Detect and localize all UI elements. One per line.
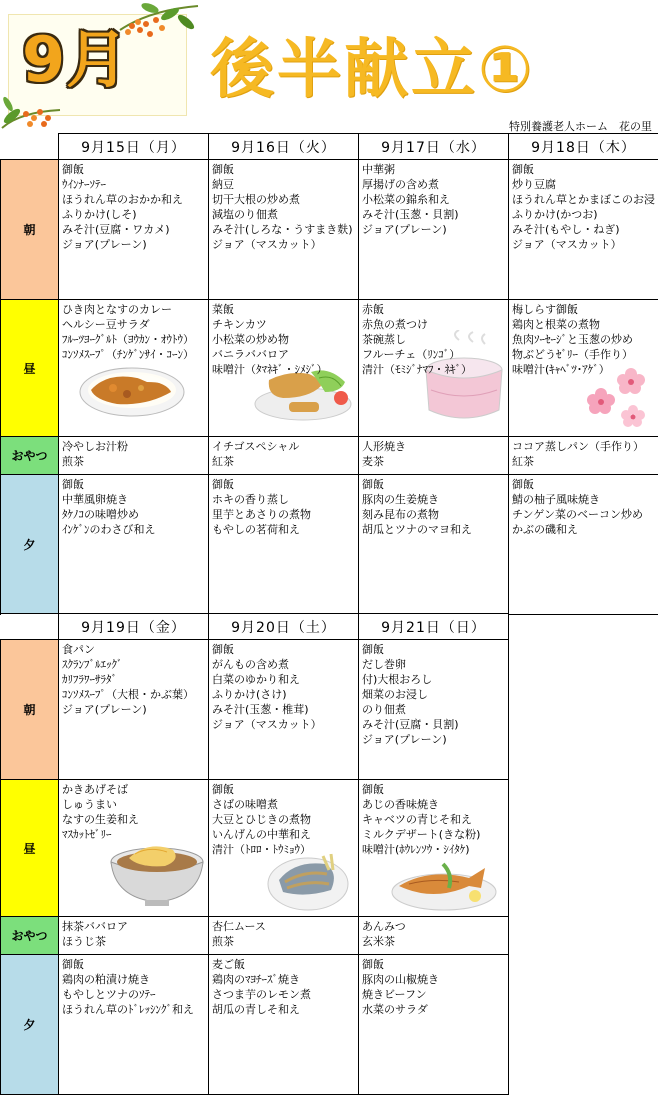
menu-item: のり佃煮 [362, 702, 505, 717]
menu-item: ジョア(プレーン) [62, 702, 205, 717]
menu-item: 小松菜の炒め物 [212, 332, 355, 347]
menu-item: 白菜のゆかり和え [212, 672, 355, 687]
menu-item: 魚肉ｿｰｾｰｼﾞと玉葱の炒め [512, 332, 655, 347]
menu-item: もやしの茗荷和え [212, 522, 355, 537]
grilled-fish-illustration [389, 856, 499, 912]
menu-cell [209, 917, 359, 955]
menu-item: フルーチェ（ﾘﾝｺﾞ） [362, 347, 505, 362]
menu-item: 中華風卵焼き [62, 492, 205, 507]
menu-item: かきあげそば [62, 782, 205, 797]
menu-item: ｳｲﾝﾅｰｿﾃｰ [62, 177, 205, 192]
menu-item: ヘルシー豆サラダ [62, 317, 205, 332]
menu-item: 豚肉の山椒焼き [362, 972, 505, 987]
menu-item: 冷やしお汁粉 [62, 439, 205, 454]
day-header: 9月16日（火） [209, 134, 359, 160]
meal-label-lunch: 昼 [1, 780, 59, 917]
menu-item: ほうれん草のﾄﾞﾚｯｼﾝｸﾞ和え [62, 1002, 205, 1017]
menu-item: ジョア(プレーン) [362, 222, 505, 237]
menu-item: 厚揚げの含め煮 [362, 177, 505, 192]
menu-cell [359, 160, 509, 300]
menu-table-week1 [0, 133, 658, 615]
menu-item: 味噌汁(ｷｬﾍﾞﾂ･ｱｹﾞ） [512, 362, 655, 377]
menu-cell [59, 955, 209, 1095]
meal-label-dinner: 夕 [1, 475, 59, 615]
menu-item: 豚肉の生姜焼き [362, 492, 505, 507]
menu-item: いんげんの中華和え [212, 827, 355, 842]
meal-label-snack: おやつ [1, 917, 59, 955]
menu-item: ジョア(プレーン) [62, 237, 205, 252]
menu-item: 味噌汁（ﾀﾏﾈｷﾞ・ｼﾒｼﾞ） [212, 362, 355, 377]
menu-item: 減塩のり佃煮 [212, 207, 355, 222]
menu-item: みそ汁(玉葱・貝割) [362, 207, 505, 222]
menu-cell [359, 917, 509, 955]
menu-table-week2 [0, 613, 509, 1095]
page-title: 後半献立① [210, 30, 535, 110]
menu-item: ココア蒸しパン（手作り） [512, 439, 655, 454]
menu-item: 御飯 [512, 162, 655, 177]
day-header: 9月17日（水） [359, 134, 509, 160]
menu-item: 御飯 [212, 162, 355, 177]
menu-item: ホキの香り蒸し [212, 492, 355, 507]
menu-item: ジョア(プレーン) [362, 732, 505, 747]
menu-item: ｺﾝｿﾒｽｰﾌﾟ（ﾁﾝｹﾞﾝｻｲ・ｺｰﾝ） [62, 347, 205, 362]
facility-name: 特別養護老人ホーム 花の里 [509, 118, 652, 134]
menu-item: あんみつ [362, 919, 505, 934]
menu-cell [509, 437, 658, 475]
menu-cell [359, 300, 509, 437]
menu-item: がんもの含め煮 [212, 657, 355, 672]
menu-item: みそ汁(しろな・うすまき麩) [212, 222, 355, 237]
menu-cell [59, 300, 209, 437]
menu-item: 御飯 [212, 477, 355, 492]
corner-cell [1, 614, 59, 640]
menu-item: チンゲン菜のベーコン炒め [512, 507, 655, 522]
menu-item: チキンカツ [212, 317, 355, 332]
menu-item: イチゴスペシャル [212, 439, 355, 454]
menu-item: 麦ご飯 [212, 957, 355, 972]
menu-item: 鶏肉のﾏﾖﾁｰｽﾞ焼き [212, 972, 355, 987]
menu-item: 御飯 [512, 477, 655, 492]
menu-item: 人形焼き [362, 439, 505, 454]
menu-item: かぶの磯和え [512, 522, 655, 537]
menu-cell [209, 640, 359, 780]
menu-item: みそ汁(豆腐・貝割) [362, 717, 505, 732]
menu-cell [59, 917, 209, 955]
menu-cell [509, 160, 658, 300]
menu-item: キャベツの青じそ和え [362, 812, 505, 827]
menu-item: ﾏｽｶｯﾄｾﾞﾘｰ [62, 827, 205, 842]
menu-cell [359, 780, 509, 917]
menu-cell [509, 475, 658, 615]
menu-item: 胡瓜とツナのマヨ和え [362, 522, 505, 537]
soba-bowl-illustration [109, 832, 205, 912]
menu-item: 煎茶 [212, 934, 355, 949]
menu-item: ﾌﾙｰﾂﾖｰｸﾞﾙﾄ（ﾖｳｶﾝ・ｵｳﾄｳ） [62, 332, 205, 347]
menu-item: 赤魚の煮つけ [362, 317, 505, 332]
menu-item: 御飯 [362, 477, 505, 492]
menu-item: みそ汁(豆腐・ワカメ) [62, 222, 205, 237]
menu-item: さつま芋のレモン煮 [212, 987, 355, 1002]
menu-item: みそ汁(玉葱・椎茸) [212, 702, 355, 717]
menu-item: ほうれん草のおかか和え [62, 192, 205, 207]
menu-item: 御飯 [362, 782, 505, 797]
month-heading: 9月 [22, 22, 129, 98]
menu-item: なすの生姜和え [62, 812, 205, 827]
menu-item: ほうれん草とかまぼこのお浸 [512, 192, 655, 207]
menu-item: 菜飯 [212, 302, 355, 317]
menu-item: ｲﾝｹﾞﾝのわさび和え [62, 522, 205, 537]
menu-item: 煎茶 [62, 454, 205, 469]
menu-item: 玄米茶 [362, 934, 505, 949]
menu-item: しゅうまい [62, 797, 205, 812]
menu-item: 鯖の柚子風味焼き [512, 492, 655, 507]
menu-item: さばの味噌煮 [212, 797, 355, 812]
menu-item: 御飯 [62, 957, 205, 972]
menu-item: 清汁（ﾄﾛﾛ・ﾄｳﾐｮｳ） [212, 842, 355, 857]
menu-item: 御飯 [212, 782, 355, 797]
menu-item: 赤飯 [362, 302, 505, 317]
menu-cell [509, 300, 658, 437]
menu-item: ｶﾘﾌﾗﾜｰｻﾗﾀﾞ [62, 672, 205, 687]
menu-item: 付)大根おろし [362, 672, 505, 687]
menu-item: 刻み昆布の煮物 [362, 507, 505, 522]
menu-item: 梅しらす御飯 [512, 302, 655, 317]
day-header: 9月21日（日） [359, 614, 509, 640]
menu-item: 納豆 [212, 177, 355, 192]
menu-item: 物ぶどうｾﾞﾘｰ（手作り） [512, 347, 655, 362]
menu-item: 麦茶 [362, 454, 505, 469]
menu-item: ジョア（マスカット） [212, 717, 355, 732]
menu-item: 味噌汁(ﾎｳﾚﾝｿｳ・ｼｲﾀｹ) [362, 842, 505, 857]
menu-item: ジョア（マスカット） [512, 237, 655, 252]
menu-item: みそ汁(もやし・ねぎ) [512, 222, 655, 237]
menu-cell [209, 437, 359, 475]
menu-item: ミルクデザート(きな粉) [362, 827, 505, 842]
menu-item: 畑菜のお浸し [362, 687, 505, 702]
day-header: 9月15日（月） [59, 134, 209, 160]
menu-item: 鶏肉と根菜の煮物 [512, 317, 655, 332]
day-header: 9月18日（木） [509, 134, 658, 160]
menu-item: 鶏肉の粕漬け焼き [62, 972, 205, 987]
menu-cell [359, 437, 509, 475]
menu-item: 中華粥 [362, 162, 505, 177]
menu-item: ひき肉となすのカレー [62, 302, 205, 317]
menu-cell [209, 955, 359, 1095]
ume-flowers-illustration [583, 368, 653, 432]
menu-item: 食パン [62, 642, 205, 657]
day-header: 9月19日（金） [59, 614, 209, 640]
menu-item: 御飯 [212, 642, 355, 657]
menu-item: あじの香味焼き [362, 797, 505, 812]
menu-item: だし巻卵 [362, 657, 505, 672]
menu-item: ｺﾝｿﾒｽｰﾌﾟ（大根・かぶ葉） [62, 687, 205, 702]
meal-label-breakfast: 朝 [1, 160, 59, 300]
menu-cell [209, 160, 359, 300]
menu-item: バニラババロア [212, 347, 355, 362]
menu-item: 御飯 [362, 642, 505, 657]
corner-cell [1, 134, 59, 160]
menu-item: 小松菜の錦糸和え [362, 192, 505, 207]
menu-item: 胡瓜の青しそ和え [212, 1002, 355, 1017]
menu-cell [59, 780, 209, 917]
menu-cell [59, 160, 209, 300]
menu-cell [59, 437, 209, 475]
menu-item: 焼きビーフン [362, 987, 505, 1002]
menu-item: 茶碗蒸し [362, 332, 505, 347]
menu-item: 水菜のサラダ [362, 1002, 505, 1017]
menu-item: 紅茶 [512, 454, 655, 469]
menu-item: 抹茶ババロア [62, 919, 205, 934]
menu-item: 御飯 [62, 162, 205, 177]
menu-item: ジョア（マスカット） [212, 237, 355, 252]
menu-cell [209, 780, 359, 917]
menu-cell [359, 640, 509, 780]
menu-cell [359, 475, 509, 615]
menu-item: ほうじ茶 [62, 934, 205, 949]
menu-item: ｽｸﾗﾝﾌﾞﾙｴｯｸﾞ [62, 657, 205, 672]
day-header: 9月20日（土） [209, 614, 359, 640]
menu-item: ふりかけ(かつお) [512, 207, 655, 222]
menu-cell [359, 955, 509, 1095]
menu-item: 清汁（ﾓﾐｼﾞﾅﾏﾌ・ﾈｷﾞ） [362, 362, 505, 377]
berry-branch-decoration [0, 92, 64, 132]
meal-label-breakfast: 朝 [1, 640, 59, 780]
menu-item: 炒り豆腐 [512, 177, 655, 192]
menu-cell [209, 300, 359, 437]
menu-cell [59, 640, 209, 780]
menu-item: ふりかけ(さけ) [212, 687, 355, 702]
menu-item: ふりかけ(しそ) [62, 207, 205, 222]
menu-item: 御飯 [362, 957, 505, 972]
menu-item: 杏仁ムース [212, 919, 355, 934]
menu-item: もやしとツナのｿﾃｰ [62, 987, 205, 1002]
menu-item: 大豆とひじきの煮物 [212, 812, 355, 827]
menu-item: 紅茶 [212, 454, 355, 469]
menu-item: 切干大根の炒め煮 [212, 192, 355, 207]
menu-item: 里芋とあさりの煮物 [212, 507, 355, 522]
meal-label-lunch: 昼 [1, 300, 59, 437]
meal-label-dinner: 夕 [1, 955, 59, 1095]
menu-item: ﾀｹﾉｺの味噌炒め [62, 507, 205, 522]
menu-cell [59, 475, 209, 615]
meal-label-snack: おやつ [1, 437, 59, 475]
menu-cell [209, 475, 359, 615]
menu-item: 御飯 [62, 477, 205, 492]
curry-rice-illustration [77, 352, 187, 420]
